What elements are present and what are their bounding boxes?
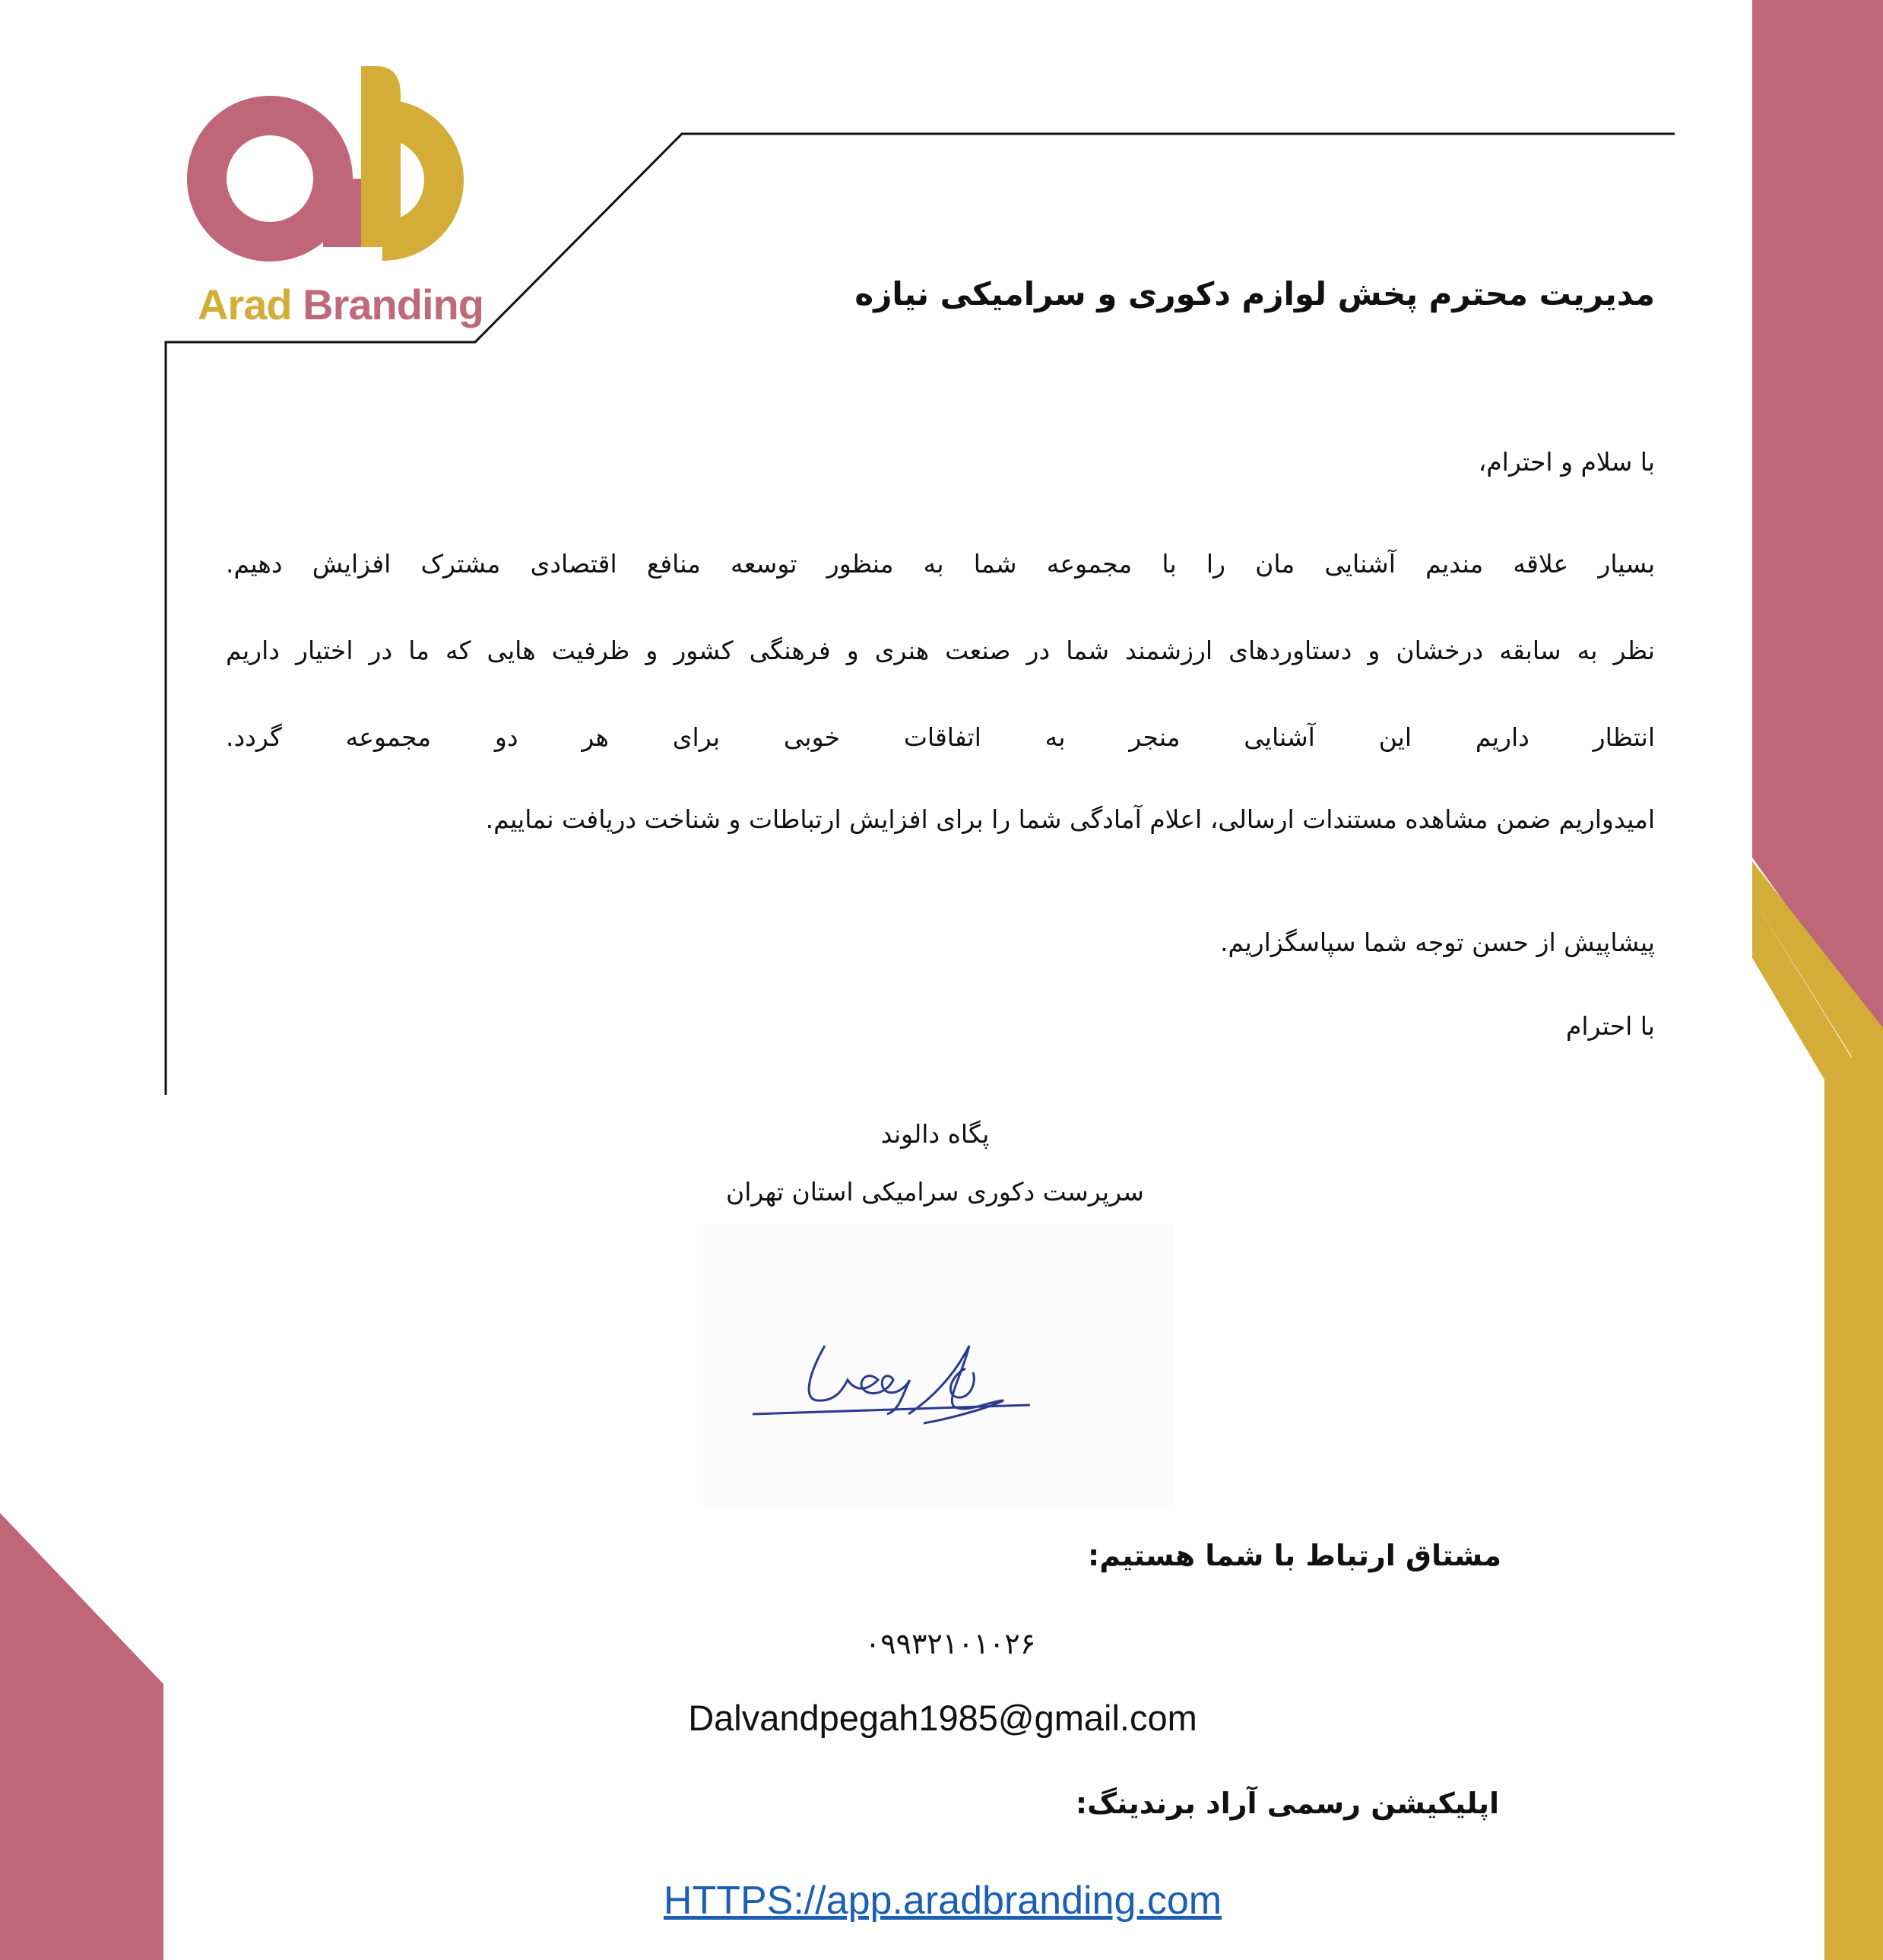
app-heading: اپلیکیشن رسمی آراد برندینگ: — [1075, 1787, 1499, 1820]
logo-mark-icon — [186, 65, 468, 270]
right-gold-stripe — [1752, 897, 1852, 1960]
body-line-3: انتظار داریم این آشنایی منجر به اتفاقات خوبی برای هر دو مجموعه گردد. — [226, 722, 1655, 752]
email-address: Dalvandpegah1985@gmail.com — [688, 1698, 1197, 1738]
app-link[interactable]: HTTPS://app.aradbranding.com — [663, 1879, 1222, 1923]
body-line-4: امیدواریم ضمن مشاهده مستندات ارسالی، اعلام آمادگی شما را برای افزایش ارتباطات و شناخت دریافت نماییم. — [485, 804, 1655, 834]
thanks-line: پیشاپیش از حسن توجه شما سپاسگزاریم. — [1220, 928, 1655, 957]
body-line-1: بسیار علاقه مندیم آشنایی مان را با مجموعه شما به منظور توسعه منافع اقتصادی مشترک افزایش دهیم. — [226, 549, 1655, 579]
recipient-heading: مدیریت محترم پخش لوازم دکوری و سرامیکی نیازه — [854, 275, 1655, 312]
greeting: با سلام و احترام، — [1478, 447, 1655, 477]
logo-wordmark: Arad Branding — [198, 281, 483, 328]
bottom-left-pink-shape — [0, 1513, 163, 1960]
closing-line: با احترام — [1565, 1011, 1655, 1041]
signer-name: پگاه دالوند — [880, 1119, 990, 1149]
right-pink-band — [1752, 0, 1883, 1040]
body-line-2: نظر به سابقه درخشان و دستاوردهای ارزشمند شما در صنعت هنری و فرهنگی کشور و ظرفیت هایی که ما در اختیار داریم — [226, 636, 1655, 665]
handwritten-signature — [703, 1224, 1174, 1505]
signer-title: سرپرست دکوری سرامیکی استان تهران — [726, 1177, 1144, 1207]
contact-heading: مشتاق ارتباط با شما هستیم: — [1088, 1539, 1501, 1572]
phone-number: ۰۹۹۳۲۱۰۱۰۲۶ — [864, 1627, 1036, 1660]
